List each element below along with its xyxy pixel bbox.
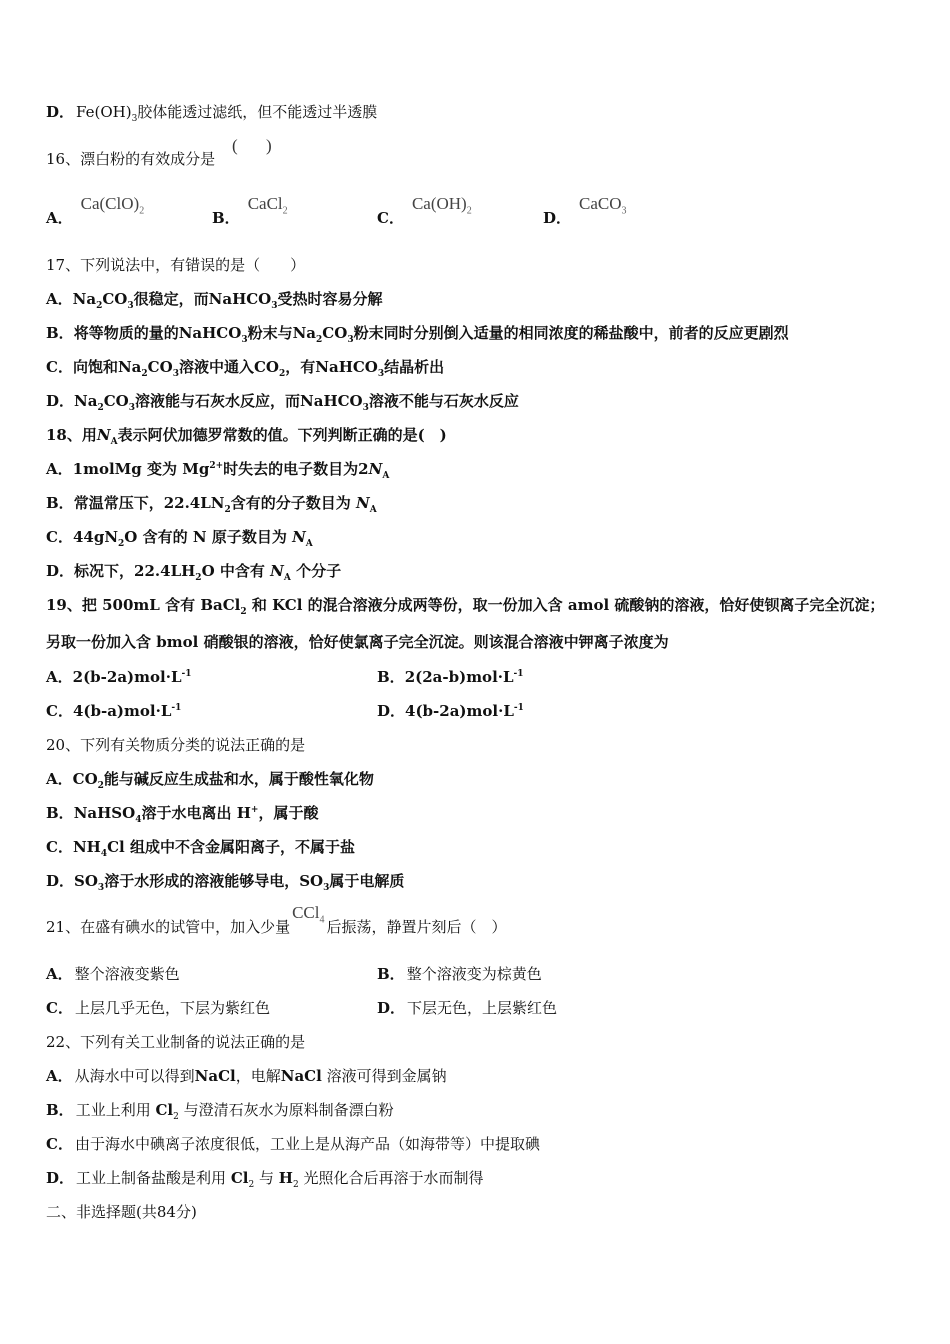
q22-option-b: B． 工业上利用 $Cl_2$ 与澄清石灰水为原料制备漂白粉 bbox=[46, 1101, 394, 1122]
q18-option-a: A．1molMg 变为 $Mg^{2+}$时失去的电子数目为$2N_A$ bbox=[46, 460, 390, 481]
q19-stem-line2: 另取一份加入含 bmol 硝酸银的溶液，恰好使氯离子完全沉淀。则该混合溶液中钾离子浓度为 bbox=[46, 633, 669, 651]
q19-option-d: D．$4(b-2a)mol\cdot L^{-1}$ bbox=[377, 702, 524, 720]
q20-option-b: B．NaHSO$_4$溶于水电离出 H+，属于酸 bbox=[46, 804, 319, 825]
q17-option-d: D．$Na_2CO_3$溶液能与石灰水反应，而NaHCO$_3$溶液不能与石灰水反应 bbox=[46, 392, 519, 413]
formula: CaCl$_2$ bbox=[247, 194, 288, 217]
q20-option-c: C．$NH_4Cl$ 组成中不含金属阳离子，不属于盐 bbox=[46, 838, 355, 859]
q17-option-b: B．将等物质的量的NaHCO$_3$粉末与$Na_2CO_3$粉末同时分别倒入适量的相同浓度的稀盐酸中，前者的反应更剧烈 bbox=[46, 324, 789, 345]
q22-option-d: D． 工业上制备盐酸是利用 $Cl_2$ 与 $H_2$ 光照化合后再溶于水而制得 bbox=[46, 1169, 484, 1190]
q20-option-a: A．$CO_2$能与碱反应生成盐和水，属于酸性氧化物 bbox=[46, 770, 374, 791]
q19-option-a: A．$2(b-2a)mol\cdot L^{-1}$ bbox=[46, 668, 192, 686]
formula: CCl$_4$ bbox=[292, 903, 325, 926]
q17-option-a: A．$Na_2CO_3$很稳定，而NaHCO$_3$受热时容易分解 bbox=[46, 290, 383, 311]
q16-option-b: B．CaCl$_2$ bbox=[212, 194, 288, 227]
q19-stem-line1: 19、把 500mL 含有 BaCl$_2$ 和 KCl 的混合溶液分成两等份，取一份加入含 amol 硫酸钠的溶液，恰好使钡离子完全沉淀； bbox=[46, 596, 885, 617]
q18-option-d: D．标况下，$22.4LH_2O$ 中含有 $N_A$ 个分子 bbox=[46, 562, 342, 583]
q22-option-a: A． 从海水中可以得到NaCl，电解NaCl 溶液可得到金属钠 bbox=[46, 1067, 447, 1085]
q21-option-d: D． 下层无色，上层紫红色 bbox=[377, 999, 558, 1017]
q21-option-c: C． 上层几乎无色，下层为紫红色 bbox=[46, 999, 270, 1017]
formula: $Ca(ClO)_2$ bbox=[80, 194, 145, 217]
q22-option-c: C． 由于海水中碘离子浓度很低，工业上是从海产品（如海带等）中提取碘 bbox=[46, 1135, 540, 1153]
q16-bracket-open: ( bbox=[232, 136, 238, 155]
q16-option-c: C．$Ca(OH)_2$ bbox=[377, 194, 472, 227]
q20-stem: 20、下列有关物质分类的说法正确的是 bbox=[46, 736, 306, 754]
q18-option-b: B．常温常压下，$22.4LN_2$含有的分子数目为 $N_A$ bbox=[46, 494, 377, 515]
q22-stem: 22、下列有关工业制备的说法正确的是 bbox=[46, 1033, 306, 1051]
q16-stem: 16、漂白粉的有效成分是 bbox=[46, 150, 216, 168]
q18-stem: 18、用$N_A$表示阿伏加德罗常数的值。下列判断正确的是( ) bbox=[46, 426, 447, 447]
q21-option-a: A． 整个溶液变紫色 bbox=[46, 965, 180, 983]
q18-option-c: C．$44gN_2O$ 含有的 N 原子数目为 $N_A$ bbox=[46, 528, 313, 549]
formula: $Ca(OH)_2$ bbox=[411, 194, 472, 217]
q16-option-a: A．$Ca(ClO)_2$ bbox=[46, 194, 145, 227]
q17-option-c: C．向饱和$Na_2CO_3$溶液中通入$CO_2$，有NaHCO$_3$结晶析出 bbox=[46, 358, 445, 379]
q17-stem: 17、下列说法中，有错误的是（ ） bbox=[46, 256, 306, 274]
q19-option-b: B．$2(2a-b)mol\cdot L^{-1}$ bbox=[377, 668, 524, 686]
option-label: D． bbox=[46, 103, 75, 121]
q20-option-d: D．$SO_3$溶于水形成的溶液能够导电，$SO_3$属于电解质 bbox=[46, 872, 405, 893]
q16-bracket-close: ) bbox=[266, 136, 272, 155]
q21-stem: 21、在盛有碘水的试管中，加入少量CCl$_4$ 后振荡，静置片刻后（ ） bbox=[46, 903, 507, 936]
section-heading: 二、非选择题(共84分) bbox=[46, 1203, 197, 1221]
q21-option-b: B． 整个溶液变为棕黄色 bbox=[377, 965, 542, 983]
q15-option-d: D． $Fe(OH)_3$胶体能透过滤纸，但不能透过半透膜 bbox=[46, 103, 378, 124]
q19-option-c: C．$4(b-a)mol\cdot L^{-1}$ bbox=[46, 702, 182, 720]
q16-option-d: D．CaCO$_3$ bbox=[543, 194, 627, 227]
formula: CaCO$_3$ bbox=[579, 194, 627, 217]
